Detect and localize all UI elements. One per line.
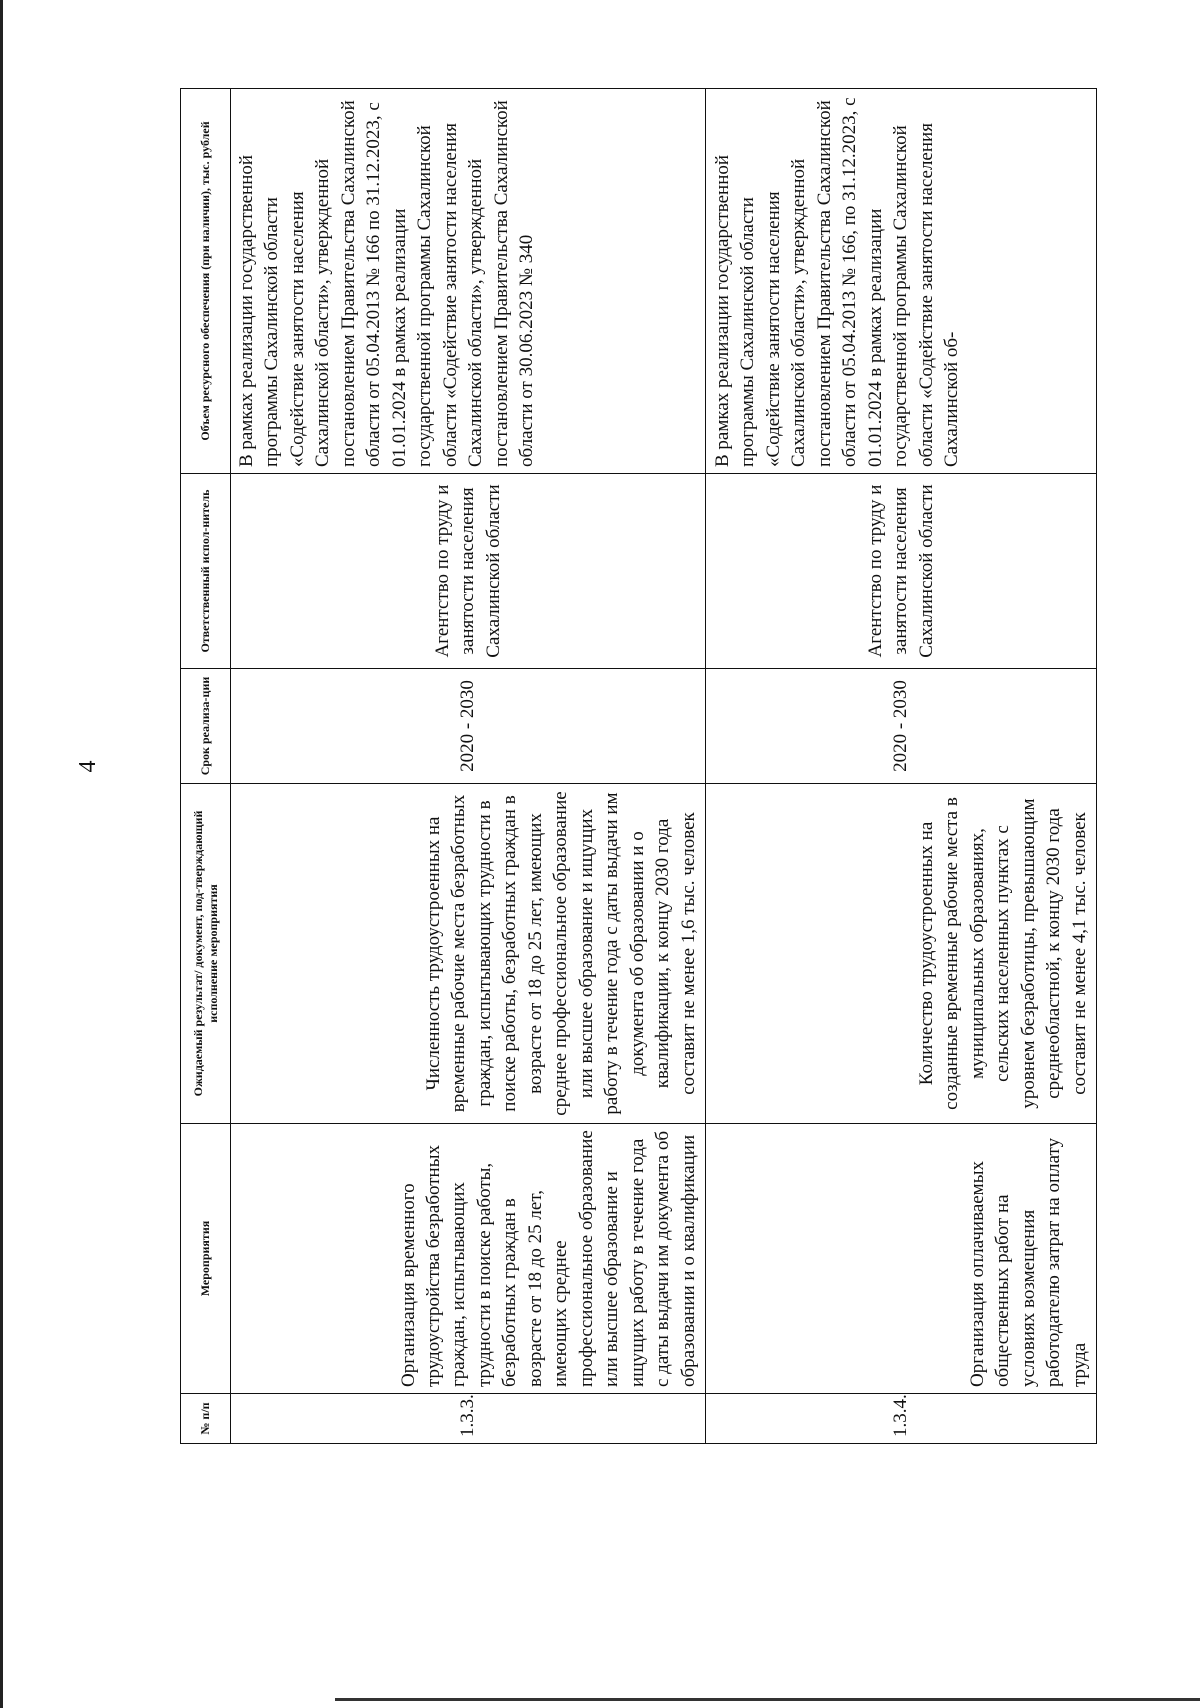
cell-volume — [706, 89, 1097, 474]
cell-responsible: Агентство по труду и занятости населения Сахалинской области — [231, 474, 706, 669]
table-header-row — [181, 89, 231, 1444]
header-term: Срок реализа-ции — [181, 669, 231, 784]
cell-result: Количество трудоустроенных на созданные временные рабочие места в муниципальных образованиях, сельских населенных пунктах с уровнем безработицы, превышающим среднеобластной, к концу 2030 года составит не менее 4,1 тыс. человек — [706, 784, 1097, 1124]
measures-table — [180, 88, 1097, 1444]
cell-term: 2020 - 2030 — [706, 669, 1097, 784]
header-result: Ожидаемый результат/ документ, под-тверждающий исполнение мероприятия — [181, 784, 231, 1124]
header-num: № п/п — [181, 1394, 231, 1444]
cell-measure: Организация временного трудоустройства безработных граждан, испытывающих трудности в поиске работы, безработных граждан в возрасте от 18 до 25 лет, имеющих среднее профессиональное образование или высшее образование и ищущих работу в течение года с даты выдачи им документа об образовании и о квалификации — [231, 1124, 706, 1394]
header-measure: Мероприятия — [181, 1124, 231, 1394]
table-row — [231, 89, 706, 1444]
page-bottom-rule — [335, 1698, 1200, 1701]
header-responsible: Ответственный испол-нитель — [181, 474, 231, 669]
table-row — [706, 89, 1097, 1444]
cell-num: 1.3.4. — [706, 1394, 1097, 1444]
cell-term: 2020 - 2030 — [231, 669, 706, 784]
cell-result: Численность трудоустроенных на временные рабочие места безработных граждан, испытывающих трудности в поиске работы, безработных граждан в возрасте от 18 до 25 лет, имеющих среднее профессиональное образование или высшее образование и ищущих работу в течение года с даты выдачи им документа об образовании и о квалификации, к концу 2030 года составит не менее 1,6 тыс. человек — [231, 784, 706, 1124]
header-volume: Объем ресурсного обеспечения (при наличии), тыс. рублей — [181, 89, 231, 474]
cell-num: 1.3.3. — [231, 1394, 706, 1444]
cell-volume-text: В рамках реализации государственной программы Сахалинской области «Содействие занятости населения Сахалинской области», утвержденной постановлением Правительства Сахалинской области от 05.04.2013 № 166, по 31.12.2023, с 01.01.2024 в рамках реализации государственной программы Сахалинской области «Содействие занятости населения Сахалинской об- — [712, 97, 963, 467]
page-number: 4 — [75, 760, 101, 773]
cell-measure: Организация оплачиваемых общественных работ на условиях возмещения работодателю затрат на оплату труда — [706, 1124, 1097, 1394]
rotated-page — [75, 89, 1096, 1444]
cell-volume: В рамках реализации государственной программы Сахалинской области «Содействие занятости населения Сахалинской области», утвержденной постановлением Правительства Сахалинской области от 05.04.2013 № 166 по 31.12.2023, с 01.01.2024 в рамках реализации государственной программы Сахалинской области «Содействие занятости населения Сахалинской области», утвержденной постановлением Правительства Сахалинской области от 30.06.2023 № 340 — [231, 89, 706, 474]
cell-responsible: Агентство по труду и занятости населения Сахалинской области — [706, 474, 1097, 669]
